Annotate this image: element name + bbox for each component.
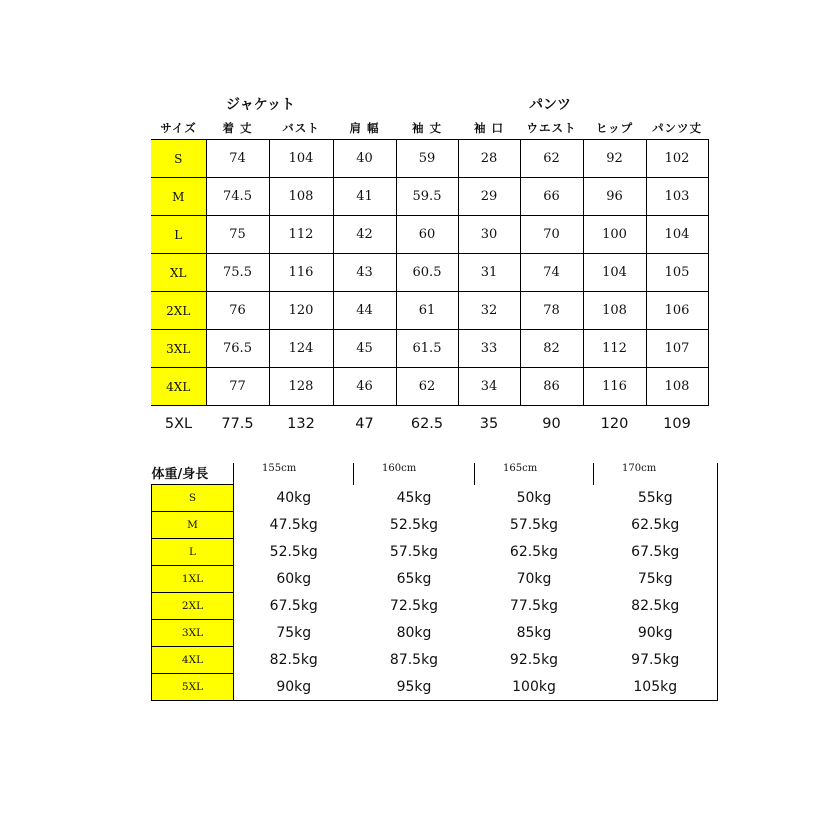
size-label-cell: M [152, 512, 234, 539]
height-header-cell: 160cm [354, 463, 475, 485]
weight-row [152, 485, 718, 512]
measurement-cell: 30 [458, 216, 520, 254]
measurement-cell: 32 [458, 292, 520, 330]
weight-cell: 90kg [594, 620, 718, 647]
measurement-cell: 106 [646, 292, 708, 330]
measurement-cell: 112 [583, 330, 646, 368]
measurement-cell: 62.5 [410, 416, 444, 432]
size-chart-body [151, 140, 708, 443]
weight-cell: 62.5kg [509, 544, 559, 560]
measurement-cell: 62 [520, 140, 583, 178]
measurement-cell: 105 [646, 254, 708, 292]
weight-cell: 85kg [516, 625, 552, 641]
header-shoulder: 肩 幅 [349, 121, 380, 135]
measurement-cell: 76 [206, 292, 269, 330]
weight-cell: 70kg [516, 571, 552, 587]
measurement-cell: 60 [396, 216, 458, 254]
weight-cell: 95kg [354, 674, 475, 701]
weight-cell: 52.5kg [269, 544, 318, 560]
weight-row [152, 593, 718, 620]
measurement-cell: 82 [520, 330, 583, 368]
header-sleeve: 袖 丈 [411, 121, 442, 135]
weight-cell: 92.5kg [509, 652, 559, 668]
weight-cell: 105kg [594, 674, 718, 701]
measurement-cell: 42 [333, 216, 396, 254]
weight-cell: 77.5kg [509, 598, 559, 614]
weight-row [152, 620, 718, 647]
size-row [151, 292, 708, 330]
measurement-cell: 35 [479, 416, 499, 432]
measurement-cell: 61.5 [396, 330, 458, 368]
weight-cell: 80kg [396, 625, 432, 641]
size-label-cell: 4XL [152, 647, 234, 674]
weight-cell: 100kg [475, 674, 594, 701]
weight-cell: 52.5kg [389, 517, 439, 533]
measurement-cell: 104 [646, 216, 708, 254]
measurement-cell: 90 [542, 416, 561, 432]
measurement-cell: 46 [333, 368, 396, 406]
header-waist: ウエスト [526, 121, 577, 135]
header-pants-length: パンツ丈 [652, 121, 702, 135]
measurement-cell: 120 [600, 416, 629, 432]
pants-title: パンツ [529, 97, 571, 113]
weight-cell: 40kg [276, 490, 312, 506]
size-row [151, 330, 708, 368]
size-row [151, 254, 708, 292]
measurement-cell: 33 [458, 330, 520, 368]
weight-cell: 55kg [594, 485, 718, 512]
corner-label: 体重/身長 [151, 467, 209, 482]
measurement-cell: 104 [269, 140, 333, 178]
measurement-cell: 120 [269, 292, 333, 330]
measurement-cell: 109 [663, 416, 691, 432]
height-header-cell: 165cm [475, 463, 594, 485]
size-label-cell: 2XL [152, 593, 234, 620]
measurement-cell: 61 [396, 292, 458, 330]
measurement-cell: 92 [583, 140, 646, 178]
size-label-cell: 4XL [151, 368, 206, 406]
size-label-cell: 3XL [152, 620, 234, 647]
weight-cell: 57.5kg [509, 517, 559, 533]
measurement-cell: 103 [646, 178, 708, 216]
measurement-cell: 75.5 [206, 254, 269, 292]
measurement-cell: 116 [583, 368, 646, 406]
measurement-cell: 132 [287, 416, 315, 432]
measurement-cell: 78 [520, 292, 583, 330]
measurement-cell: 66 [520, 178, 583, 216]
header-length: 着 丈 [222, 121, 253, 135]
header-hip: ヒップ [595, 121, 634, 135]
weight-row [152, 674, 718, 701]
weight-cell: 75kg [594, 566, 718, 593]
measurement-cell: 47 [355, 416, 374, 432]
measurement-cell: 59 [396, 140, 458, 178]
size-label-cell: 5XL [152, 674, 234, 701]
measurement-cell: 44 [333, 292, 396, 330]
weight-cell: 65kg [396, 571, 432, 587]
measurement-cell: 70 [520, 216, 583, 254]
size-row [151, 406, 708, 443]
measurement-cell: 75 [206, 216, 269, 254]
size-chart-table [151, 139, 709, 442]
measurement-cell: 31 [458, 254, 520, 292]
measurement-cell: 124 [269, 330, 333, 368]
measurement-cell: 43 [333, 254, 396, 292]
height-header-cell: 155cm [234, 463, 354, 485]
measurement-cell: 108 [269, 178, 333, 216]
size-row [151, 140, 708, 178]
measurement-cell: 74 [206, 140, 269, 178]
measurement-cell: 77.5 [221, 416, 254, 432]
weight-height-table [151, 463, 718, 701]
size-label-cell: M [151, 178, 206, 216]
weight-cell: 62.5kg [594, 512, 718, 539]
measurement-cell: 102 [646, 140, 708, 178]
weight-cell: 57.5kg [389, 544, 439, 560]
height-header-cell: 170cm [594, 463, 718, 485]
size-row [151, 368, 708, 406]
weight-row [152, 647, 718, 674]
size-label-cell: 1XL [152, 566, 234, 593]
measurement-cell: 116 [269, 254, 333, 292]
header-bust: バスト [282, 121, 320, 135]
measurement-cell: 96 [583, 178, 646, 216]
size-row [151, 178, 708, 216]
weight-cell: 67.5kg [594, 539, 718, 566]
size-label-cell: S [152, 485, 234, 512]
weight-cell: 82.5kg [594, 593, 718, 620]
size-label-cell: 2XL [151, 292, 206, 330]
weight-row [152, 512, 718, 539]
size-label-cell: S [151, 140, 206, 178]
weight-cell: 82.5kg [269, 652, 318, 668]
weight-cell: 60kg [276, 571, 312, 587]
measurement-cell: 107 [646, 330, 708, 368]
size-label-cell: L [152, 539, 234, 566]
measurement-cell: 74 [520, 254, 583, 292]
measurement-cell: 112 [269, 216, 333, 254]
measurement-cell: 100 [583, 216, 646, 254]
size-label-cell: L [151, 216, 206, 254]
measurement-cell: 41 [333, 178, 396, 216]
weight-cell: 72.5kg [389, 598, 439, 614]
measurement-cell: 74.5 [206, 178, 269, 216]
measurement-cell: 108 [646, 368, 708, 406]
measurement-cell: 62 [396, 368, 458, 406]
measurement-cell: 60.5 [396, 254, 458, 292]
measurement-cell: 86 [520, 368, 583, 406]
header-cuff: 袖 口 [473, 121, 504, 135]
weight-cell: 90kg [234, 674, 354, 701]
weight-chart-body [152, 463, 718, 701]
size-label-cell: 3XL [151, 330, 206, 368]
size-label-cell: 5XL [164, 416, 193, 432]
jacket-title: ジャケット [226, 97, 296, 113]
measurement-cell: 40 [333, 140, 396, 178]
measurement-cell: 77 [206, 368, 269, 406]
measurement-cell: 104 [583, 254, 646, 292]
weight-cell: 75kg [276, 625, 312, 641]
measurement-cell: 29 [458, 178, 520, 216]
weight-cell: 97.5kg [594, 647, 718, 674]
weight-row [152, 539, 718, 566]
size-row [151, 216, 708, 254]
weight-cell: 50kg [516, 490, 552, 506]
height-header-row [152, 463, 718, 485]
measurement-cell: 59.5 [396, 178, 458, 216]
measurement-cell: 28 [458, 140, 520, 178]
weight-cell: 67.5kg [269, 598, 318, 614]
size-label-cell: XL [151, 254, 206, 292]
measurement-cell: 45 [333, 330, 396, 368]
weight-cell: 45kg [396, 490, 432, 506]
weight-row [152, 566, 718, 593]
weight-cell: 47.5kg [269, 517, 318, 533]
measurement-cell: 128 [269, 368, 333, 406]
weight-cell: 87.5kg [389, 652, 439, 668]
measurement-cell: 76.5 [206, 330, 269, 368]
measurement-cell: 108 [583, 292, 646, 330]
header-size: サイズ [160, 121, 197, 135]
measurement-cell: 34 [458, 368, 520, 406]
